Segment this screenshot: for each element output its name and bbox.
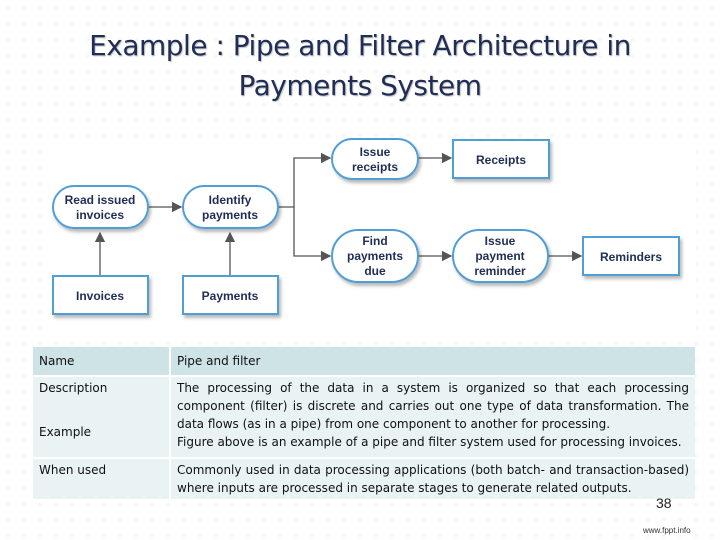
label-read-issued-invoices-2: invoices bbox=[75, 208, 125, 222]
table-row bbox=[33, 377, 695, 457]
row-key-description-example bbox=[33, 377, 170, 457]
slide-title-line-1: Example : Pipe and Filter Architecture in bbox=[89, 29, 631, 62]
row-key-description: Description bbox=[39, 381, 108, 395]
row-key-when-used: When used bbox=[33, 459, 170, 499]
arrow-identify-to-receipts bbox=[278, 158, 330, 207]
label-find-payments-due-2: payments bbox=[346, 249, 404, 263]
row-value-description-example bbox=[170, 377, 695, 457]
row-value-when-used: Commonly used in data processing applications (both batch- and transaction-based) where inputs are processed in separate stages to generate related outputs. bbox=[170, 459, 695, 499]
label-read-issued-invoices-1: Read issued bbox=[64, 193, 136, 207]
footer-watermark: www.fppt.info bbox=[643, 526, 691, 535]
row-key-example: Example bbox=[39, 425, 92, 439]
label-issue-receipts-2: receipts bbox=[351, 160, 399, 174]
label-find-payments-due-1: Find bbox=[362, 234, 388, 248]
row-key-name: Name bbox=[33, 347, 170, 375]
page-number: 38 bbox=[656, 495, 672, 511]
label-invoices: Invoices bbox=[75, 289, 125, 303]
row-value-name: Pipe and filter bbox=[170, 347, 695, 375]
row-value-example: Figure above is an example of a pipe and filter system used for processing invoices. bbox=[177, 435, 682, 449]
label-issue-receipts-1: Issue bbox=[359, 145, 391, 159]
label-identify-payments-1: Identify bbox=[208, 193, 252, 207]
label-issue-payment-reminder-1: Issue bbox=[484, 234, 516, 248]
arrow-identify-to-find bbox=[294, 207, 330, 256]
table-row bbox=[33, 459, 695, 499]
row-value-description: The processing of the data in a system is organized so that each processing component (filter) is discrete and carries out one type of data transformation. The data flows (as in a pipe) from one component to another for processing. bbox=[177, 381, 689, 431]
label-receipts: Receipts bbox=[475, 153, 527, 167]
label-find-payments-due-3: due bbox=[364, 264, 386, 278]
label-identify-payments-2: payments bbox=[201, 208, 259, 222]
label-payments: Payments bbox=[201, 289, 259, 303]
label-issue-payment-reminder-2: payment bbox=[475, 249, 525, 263]
table-row bbox=[33, 347, 695, 375]
pattern-description-table bbox=[33, 347, 695, 499]
slide-title-line-2: Payments System bbox=[238, 69, 482, 102]
label-reminders: Reminders bbox=[599, 250, 663, 264]
label-issue-payment-reminder-3: reminder bbox=[474, 264, 526, 278]
